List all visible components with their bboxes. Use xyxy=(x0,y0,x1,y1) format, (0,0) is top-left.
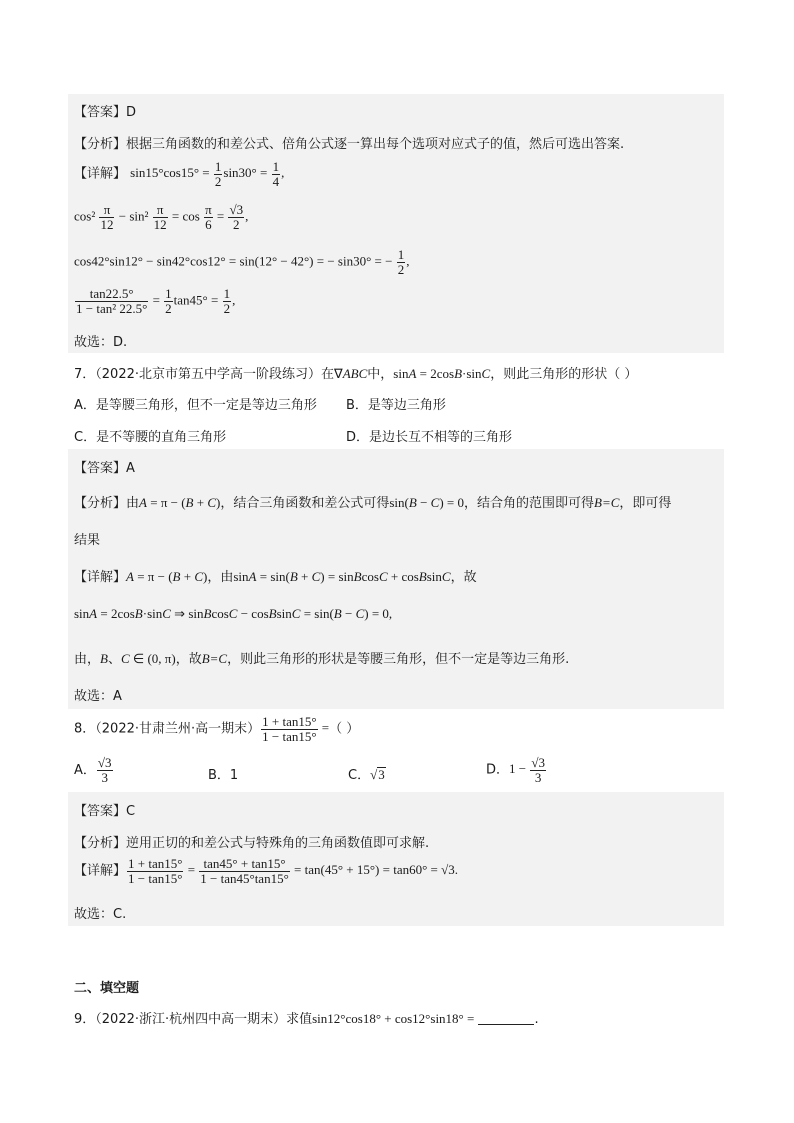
option-c: C．是不等腰的直角三角形 xyxy=(74,430,227,445)
options-7-ab xyxy=(74,394,446,413)
option-d: D．1 − $\frac{√3}{3}$ xyxy=(486,755,545,785)
options-7-cd xyxy=(74,426,513,445)
options-8 xyxy=(74,755,545,785)
formula: sin15°cos15° = $\frac{1}{2}$ sin30° = $\frac{1}{4}$ , xyxy=(130,159,285,189)
option-b: B．1 xyxy=(208,768,239,783)
answer-line-7: 【答案】A xyxy=(74,461,135,476)
option-a: A．是等腰三角形，但不一定是等边三角形 xyxy=(74,398,317,413)
option-a: A． $\frac{√3}{3}$ xyxy=(74,755,112,785)
analysis-line-7-cont: 结果 xyxy=(74,533,101,548)
question-9: 9．（2022·浙江·杭州四中高一期末）求值sin12°cos18° + cos12°sin18° = . xyxy=(74,1011,539,1027)
answer-label: 【答案】 xyxy=(74,105,127,120)
option-d: D．是边长互不相等的三角形 xyxy=(346,430,513,445)
detail-line-6-4: $\frac{\tan 22.5^\circ}{\text{1 − tan² 22.5°}}$ = $\frac{1}{2}$ tan45° = $\frac{1}{2}$ , xyxy=(76,286,236,316)
choose-line-7: 故选：A xyxy=(74,689,122,704)
analysis-text: 根据三角函数的和差公式、倍角公式逐一算出每个选项对应式子的值，然后可选出答案. xyxy=(126,137,625,152)
question-7: 7．（2022·北京市第五中学高一阶段练习）在∇ABC中，sinA = 2cosB·sinC，则此三角形的形状（ ） xyxy=(74,366,638,382)
choose-line-8: 故选：C. xyxy=(74,907,127,922)
choose-line-6: 故选：D. xyxy=(74,335,128,350)
answer-value: C xyxy=(126,804,136,819)
answer-line-6 xyxy=(74,101,136,120)
answer-value: D xyxy=(126,105,137,120)
section-title: 二、填空题 xyxy=(74,981,140,996)
detail-line-6-3: cos42°sin12° − sin42°cos12° = sin(12° − 42°) = − sin30° = − $\frac{1}{2}$ , xyxy=(74,247,410,277)
detail-line-7-3: 由，B、C ∈ (0, π)，故B=C，则此三角形的形状是等腰三角形，但不一定是等边三角形. xyxy=(74,651,570,667)
detail-line-7-2: sinA = 2cosB·sinC ⇒ sinBcosC − cosBsinC = sin(B − C) = 0, xyxy=(74,606,393,621)
detail-line-8: 【详解】 $\frac{1 + \tan 15^\circ}{1 - \tan 15^\circ}$ = $\frac{\tan 45^\circ + \tan 15^\circ}{1 - \tan 45^\circ\tan 15^\circ}$ = tan(45° + 15°) = tan60° = √3. xyxy=(74,856,459,886)
analysis-line-7: 【分析】由A = π − (B + C)，结合三角函数和差公式可得sin(B − C) = 0，结合角的范围即可得B=C，即可得 xyxy=(74,495,672,511)
detail-line-7-1: 【详解】A = π − (B + C)，由sinA = sin(B + C) = sinBcosC + cosBsinC，故 xyxy=(74,569,477,585)
option-b: B．是等边三角形 xyxy=(346,398,446,413)
detail-line-6-2: cos² $\frac{\pi}{12}$ − sin² $\frac{\pi}{12}$ = cos $\frac{\pi}{6}$ = $\frac{√3}{2}$ , xyxy=(74,202,249,232)
analysis-label: 【分析】 xyxy=(74,137,127,152)
question-8: 8．（2022·甘肃兰州·高一期末） $\frac{1 + \tan 15^\circ}{1 - \tan 15^\circ}$ =（ ） xyxy=(74,714,360,744)
detail-label: 【详解】 xyxy=(74,166,127,182)
analysis-line-6 xyxy=(74,133,624,152)
answer-value: A xyxy=(126,461,135,476)
option-c: C．√3 xyxy=(348,767,385,783)
detail-line-6-1 xyxy=(74,160,284,189)
answer-blank[interactable] xyxy=(478,1024,534,1025)
answer-line-8: 【答案】C xyxy=(74,804,136,819)
analysis-line-8: 【分析】逆用正切的和差公式与特殊角的三角函数值即可求解. xyxy=(74,836,430,851)
